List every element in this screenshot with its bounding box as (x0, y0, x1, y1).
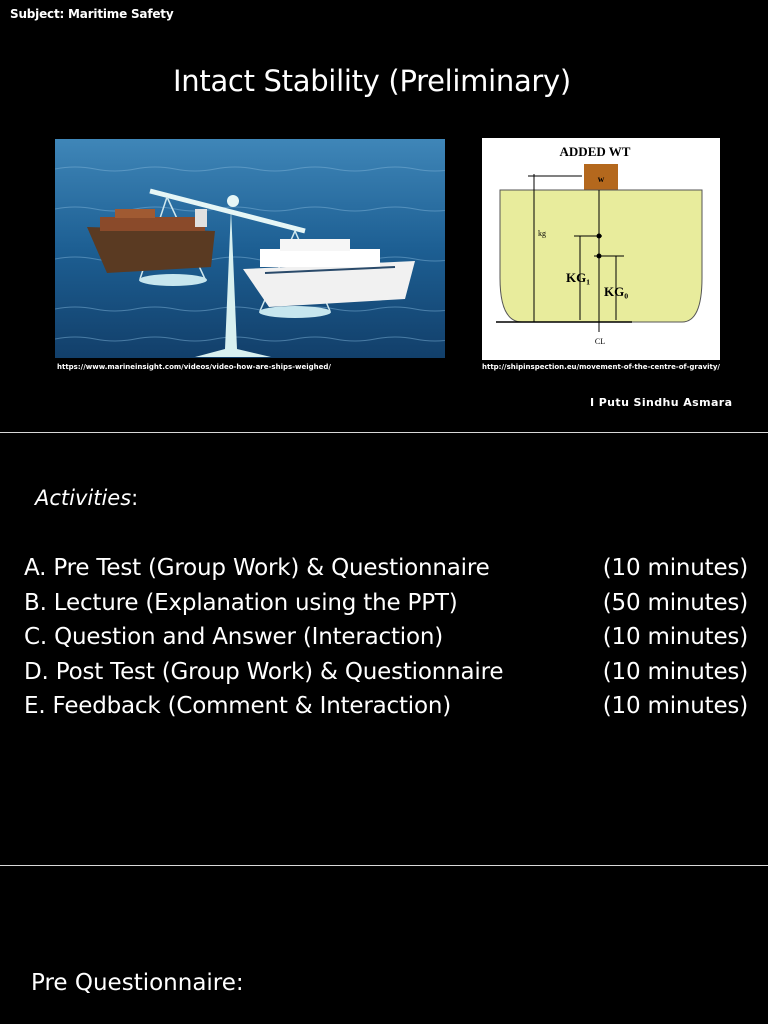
activity-duration: (10 minutes) (602, 555, 748, 581)
activity-duration: (10 minutes) (602, 693, 748, 719)
subject-label: Subject: Maritime Safety (10, 7, 174, 21)
activity-label: A. Pre Test (Group Work) & Questionnaire (24, 555, 490, 581)
slide-divider (0, 432, 768, 433)
ocean-image-source[interactable]: https://www.marineinsight.com/videos/video-how-are-ships-weighed/ (57, 363, 331, 371)
activities-heading: Activities: (35, 486, 139, 510)
weight-label: w (597, 174, 605, 184)
activity-duration: (50 minutes) (602, 589, 748, 616)
activity-label: D. Post Test (Group Work) & Questionnaire (24, 658, 504, 685)
list-item (24, 689, 748, 724)
diagram-image-source[interactable]: http://shipinspection.eu/movement-of-the-centre-of-gravity/ (482, 363, 720, 371)
author-name: I Putu Sindhu Asmara (590, 396, 733, 409)
list-item (24, 551, 748, 586)
list-item (24, 620, 748, 655)
added-wt-label: ADDED WT (559, 144, 631, 159)
list-item (24, 586, 748, 621)
activities-list (24, 551, 748, 724)
ships-weighing-image (55, 139, 445, 358)
activity-label: E. Feedback (Comment & Interaction) (24, 693, 451, 719)
kg-label: kg (538, 229, 546, 238)
pre-questionnaire-heading: Pre Questionnaire: (31, 970, 244, 996)
list-item (24, 655, 748, 690)
activity-duration: (10 minutes) (602, 658, 748, 685)
slide-divider (0, 865, 768, 866)
kg0-label: KG₀ (604, 284, 629, 299)
kg1-label: KG₁ (566, 270, 591, 285)
cl-label: CL (594, 337, 606, 346)
centre-of-gravity-diagram (482, 138, 720, 360)
slide-title: Intact Stability (Preliminary) (173, 64, 571, 98)
activity-duration: (10 minutes) (602, 624, 748, 650)
activity-label: C. Question and Answer (Interaction) (24, 624, 443, 650)
activity-label: B. Lecture (Explanation using the PPT) (24, 589, 458, 616)
